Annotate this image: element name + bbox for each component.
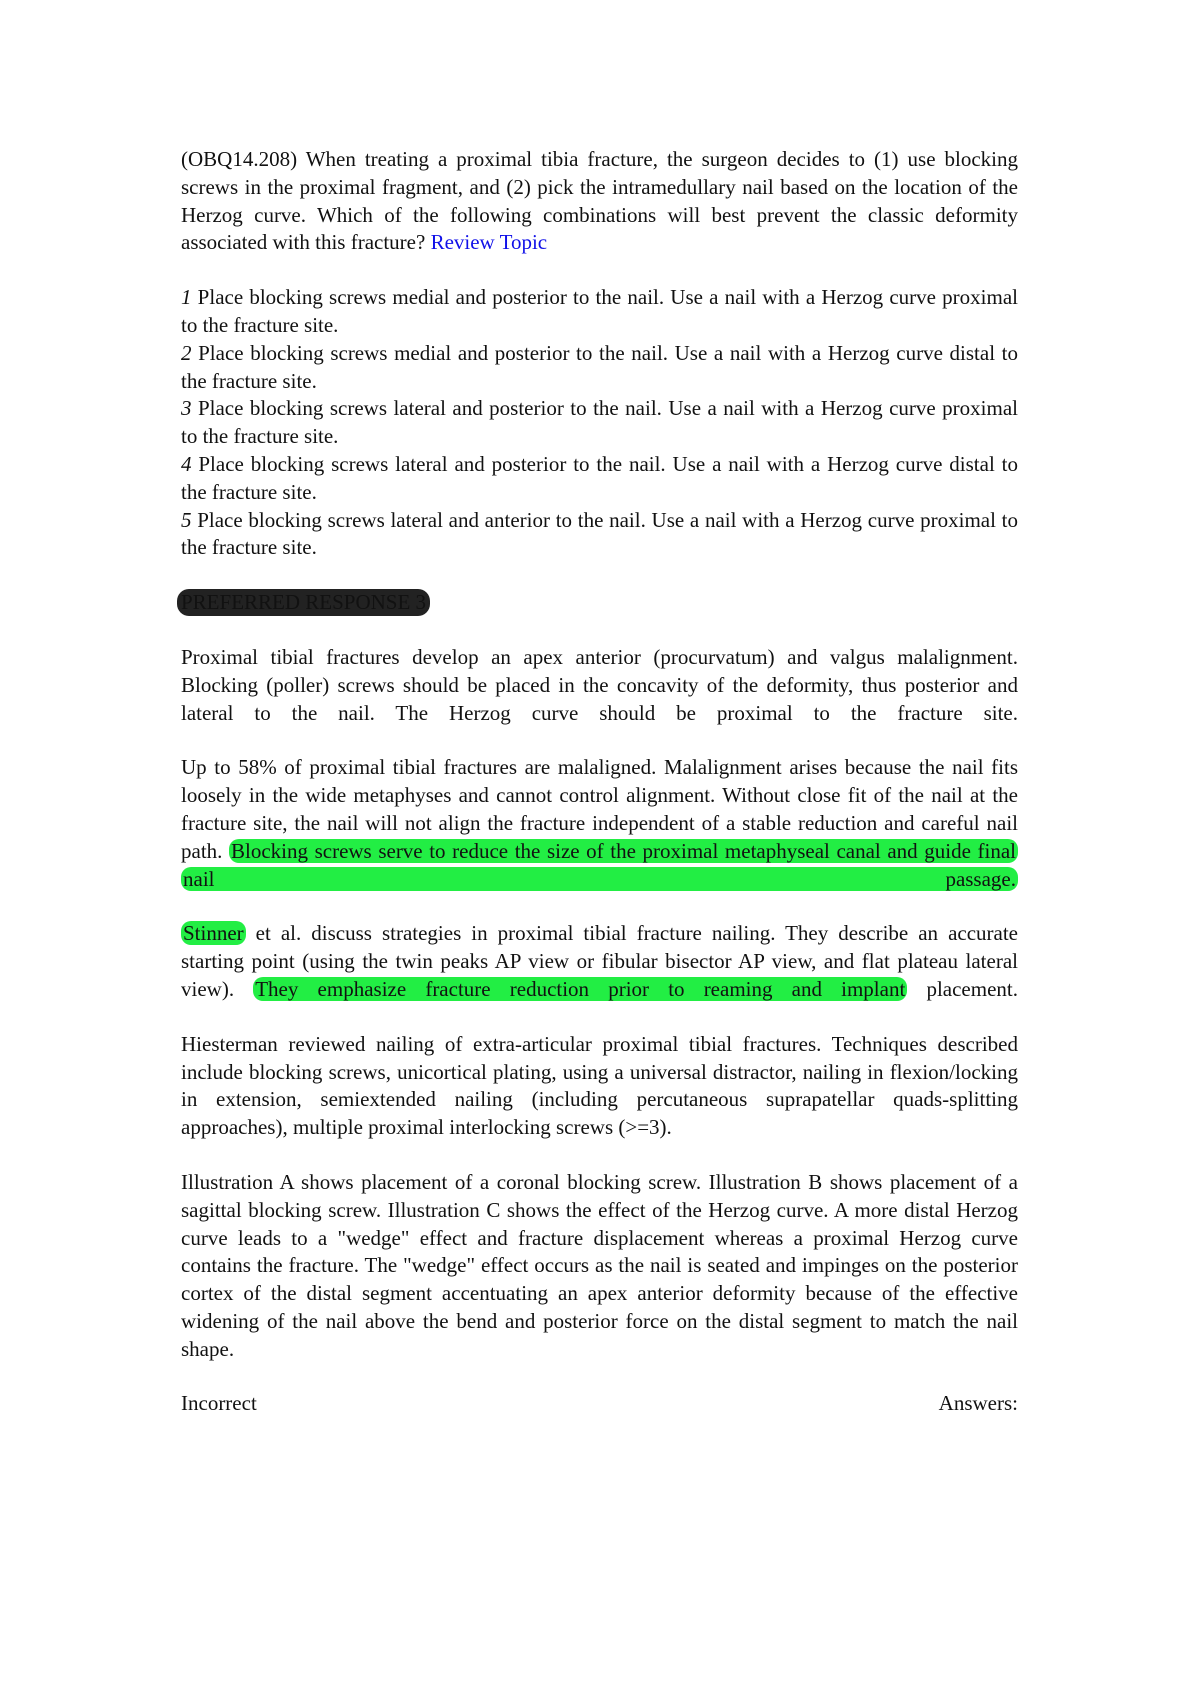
explanation-paragraph-1: Proximal tibial fractures develop an apex anterior (procurvatum) and valgus malalignment. Blocking (poller) screws should be placed in the concavity of the deformity, thus posterior and lateral to the nail. The Herzog curve should be proximal to the fracture site. [181, 644, 1018, 725]
answer-options [181, 284, 1018, 562]
incorrect-answers-heading: Incorrect Answers: [181, 1391, 1018, 1416]
paragraph-end: placement. [907, 976, 1018, 1001]
question-body: (OBQ14.208) When treating a proximal tibia fracture, the surgeon decides to (1) use blocking screws in the proximal fragment, and (2) pick the intramedullary nail based on the location of the Herzog curve. Which of the following combinations will best prevent the classic deformity associated with this fracture? [181, 147, 1018, 255]
option-3[interactable] [181, 395, 1018, 451]
option-5[interactable] [181, 507, 1018, 563]
option-text: Place blocking screws medial and posterior to the nail. Use a nail with a Herzog curve distal to the fracture site. [181, 340, 1018, 393]
option-text: Place blocking screws medial and posterior to the nail. Use a nail with a Herzog curve proximal to the fracture site. [181, 285, 1018, 337]
explanation-paragraph-3 [181, 920, 1018, 1003]
option-number: 3 [181, 396, 192, 421]
option-text: Place blocking screws lateral and posterior to the nail. Use a nail with a Herzog curve distal to the fracture site. [181, 451, 1018, 504]
paragraph-text: Up to 58% of proximal tibial fractures are malaligned. Malalignment arises because the nail fits loosely in the wide metaphyses and cannot control alignment. Without close fit of the nail at the fracture site, the nail will not align the fracture independent of a stable reduction and careful nail path. [181, 755, 1018, 863]
explanation-paragraph-4: Hiesterman reviewed nailing of extra-articular proximal tibial fractures. Techniques described include blocking screws, unicortical plating, using a universal distractor, nailing in flexion/locking in extension, semiextended nailing (including percutaneous suprapatellar quads-splitting approaches), multiple proximal interlocking screws (>=3). [181, 1031, 1018, 1140]
option-number: 1 [181, 285, 192, 310]
highlighted-author: Stinner [183, 921, 244, 946]
explanation-paragraph-5: Illustration A shows placement of a coronal blocking screw. Illustration B shows placement of a sagittal blocking screw. Illustration C shows the effect of the Herzog curve. A more distal Herzog curve leads to a "wedge" effect and fracture displacement whereas a proximal Herzog curve contains the fracture. The "wedge" effect occurs as the nail is seated and impinges on the posterior cortex of the distal segment accentuating an apex anterior deformity because of the effective widening of the nail above the bend and posterior force on the distal segment to match the nail shape. [181, 1169, 1018, 1361]
option-number: 5 [181, 507, 192, 532]
option-number: 2 [181, 340, 192, 365]
review-topic-link[interactable]: Review Topic [430, 230, 548, 255]
option-4[interactable] [181, 451, 1018, 507]
paragraph-text: et al. discuss strategies in proximal tibial fracture nailing. They describe an accurate starting point (using the twin peaks AP view or fibular bisector AP view, and flat plateau lateral view). [181, 921, 1018, 1001]
highlighted-text: Blocking screws serve to reduce the size of the proximal metaphyseal canal and guide final nail passage. [183, 838, 1016, 891]
option-text: Place blocking screws lateral and posterior to the nail. Use a nail with a Herzog curve proximal to the fracture site. [181, 396, 1018, 449]
option-number: 4 [181, 451, 192, 476]
preferred-response-badge: PREFERRED RESPONSE 3 [177, 589, 430, 616]
preferred-response-row [181, 589, 1018, 617]
highlighted-text: They emphasize fracture reduction prior to reaming and implant [255, 976, 906, 1001]
option-text: Place blocking screws lateral and anterior to the nail. Use a nail with a Herzog curve proximal to the fracture site. [181, 507, 1018, 560]
question-text [181, 146, 1018, 257]
option-1[interactable] [181, 284, 1018, 340]
option-2[interactable] [181, 340, 1018, 396]
explanation-paragraph-2 [181, 754, 1018, 893]
